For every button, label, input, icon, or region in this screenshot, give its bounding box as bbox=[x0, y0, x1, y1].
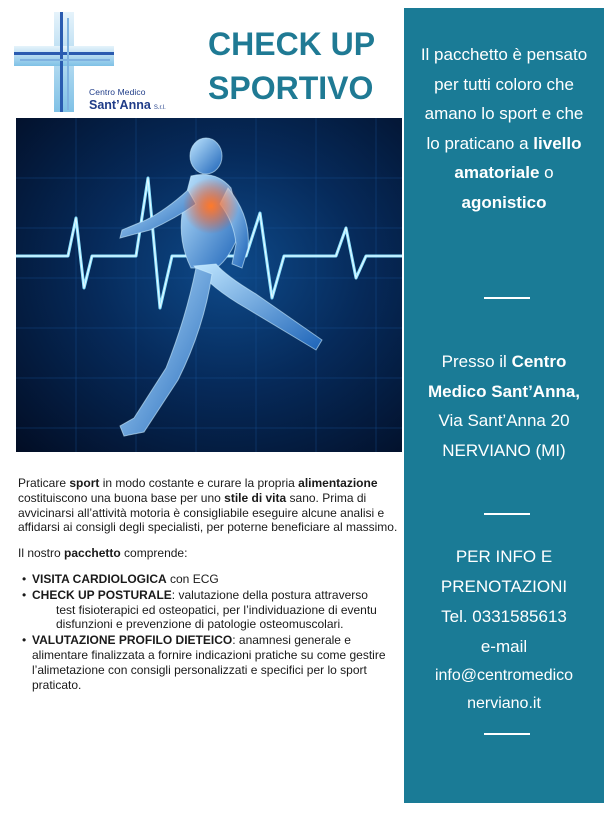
panel-intro: Il pacchetto è pensato per tutti coloro che amano lo sport e che lo praticano a livello amatoriale o agonistico bbox=[420, 45, 588, 212]
package-list bbox=[18, 572, 404, 692]
divider bbox=[484, 513, 530, 515]
list-item: • VALUTAZIONE PROFILO DIETEICO: anamnesi generale e alimentare finalizzata a fornire indicazioni pratiche su come gestire l’alimetazione con consigli personalizzati e specifici per lo sport praticato. bbox=[22, 633, 386, 692]
logo-suffix: S.r.l. bbox=[153, 105, 166, 111]
logo bbox=[14, 8, 204, 118]
divider bbox=[484, 733, 530, 735]
panel-email-line1[interactable]: info@centromedico bbox=[434, 667, 574, 684]
description bbox=[18, 476, 404, 693]
hero-image bbox=[16, 118, 402, 452]
logo-line2: Sant’Anna S.r.l. bbox=[89, 98, 166, 112]
page-title bbox=[208, 22, 398, 110]
panel-info-title: PER INFO E PRENOTAZIONI bbox=[440, 547, 568, 596]
panel-phone[interactable]: Tel. 0331585613 bbox=[441, 607, 567, 626]
panel-address: Presso il Centro Medico Sant’Anna, Via Sant’Anna 20 NERVIANO (MI) bbox=[427, 352, 581, 460]
package-intro: Il nostro pacchetto comprende: bbox=[18, 546, 188, 561]
runner-ecg-illustration bbox=[16, 118, 402, 452]
list-item: • VISITA CARDIOLOGICA con ECG bbox=[22, 571, 219, 586]
intro-paragraph: Praticare sport in modo costante e curare la propria alimentazione costituiscono una buona base per uno stile di vita sano. Prima di avvicinarsi all’attività motoria è consigliabile eseguire alcune analisi e affidarsi ai consigli degli specialisti, per poterne beneficiare al massimo. bbox=[18, 476, 398, 535]
panel-email-label: e-mail bbox=[480, 637, 528, 656]
title-line1: CHECK UP bbox=[208, 26, 376, 62]
logo-line1: Centro Medico bbox=[89, 87, 146, 97]
panel-email-line2[interactable]: nerviano.it bbox=[467, 695, 541, 712]
list-item: • CHECK UP POSTURALE: valutazione della postura attraverso test fisioterapici ed osteopatici, per l’individuazione di eventu disfunzioni e prevenzione di patologie osteomuscolari. bbox=[22, 587, 377, 632]
info-panel bbox=[404, 8, 604, 803]
title-line2: SPORTIVO bbox=[208, 70, 374, 106]
divider bbox=[484, 297, 530, 299]
